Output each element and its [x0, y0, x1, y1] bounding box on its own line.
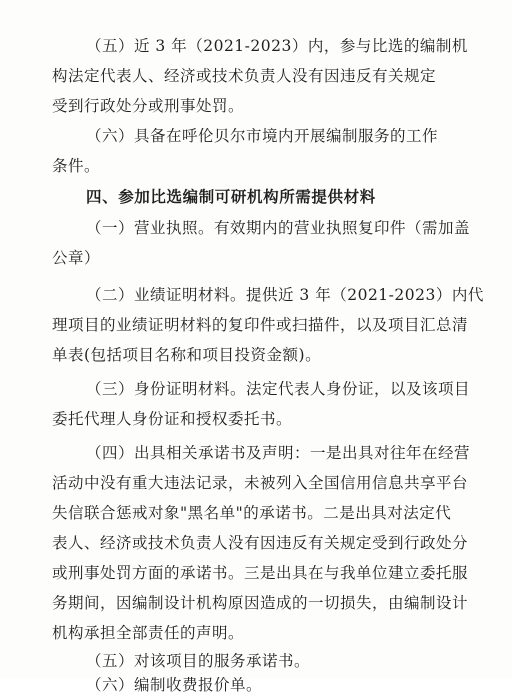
item-1-line-1: （一）营业执照。有效期内的营业执照复印件（需加盖: [86, 219, 471, 237]
item-4-line-4: 表人、经济或技术负责人没有因违反有关规定受到行政处分: [52, 534, 469, 552]
item-4-line-3: 失信联合惩戒对象"黑名单"的承诺书。二是出具对法定代: [52, 504, 452, 522]
paragraph-5-line-2: 构法定代表人、经济或技术负责人没有因违反有关规定: [52, 67, 437, 85]
paragraph-5-line-1: （五）近 3 年（2021-2023）内，参与比选的编制机: [86, 37, 468, 55]
item-5-line-1: （五）对该项目的服务承诺书。: [86, 652, 311, 670]
item-3-line-2: 委托代理人身份证和授权委托书。: [52, 410, 293, 428]
paragraph-6-line-2: 条件。: [52, 157, 101, 175]
item-4-line-1: （四）出具相关承诺书及声明：一是出具对往年在经营: [86, 444, 471, 462]
paragraph-6-line-1: （六）具备在呼伦贝尔市境内开展编制服务的工作: [86, 127, 439, 145]
item-2-line-2: 理项目的业绩证明材料的复印件或扫描件，以及项目汇总清: [52, 316, 469, 334]
item-4-line-5: 或刑事处罚方面的承诺书。三是出具在与我单位建立委托服: [52, 564, 469, 582]
item-4-line-7: 机构承担全部责任的声明。: [52, 624, 245, 642]
section-heading-4: 四、参加比选编制可研机构所需提供材料: [86, 188, 376, 206]
item-2-line-1: （二）业绩证明材料。提供近 3 年（2021-2023）内代: [86, 286, 484, 304]
item-3-line-1: （三）身份证明材料。法定代表人身份证，以及该项目: [86, 380, 471, 398]
item-6-line-1: （六）编制收费报价单。: [86, 676, 263, 694]
item-4-line-6: 务期间，因编制设计机构原因造成的一切损失，由编制设计: [52, 594, 469, 612]
item-1-line-2: 公章）: [52, 249, 101, 267]
paragraph-5-line-3: 受到行政处分或刑事处罚。: [52, 97, 245, 115]
item-4-line-2: 活动中没有重大违法记录，未被列入全国信用信息共享平台: [52, 474, 469, 492]
item-2-line-3: 单表(包括项目名称和项目投资金额)。: [52, 346, 322, 364]
